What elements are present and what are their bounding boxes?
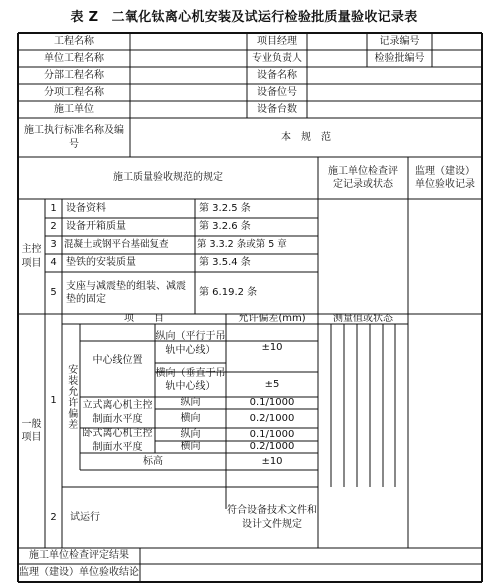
field-construction-result[interactable]: [140, 548, 482, 564]
field-unit-project[interactable]: [130, 50, 247, 67]
vertical-longitudinal-tolerance: 0.1/1000: [249, 397, 295, 409]
col-item: 项 目: [124, 314, 164, 324]
main-item-name: 混凝土或钢平台基础复查: [64, 238, 169, 250]
field-supervision-conclusion[interactable]: [140, 564, 482, 582]
main-item-clause: 第 3.2.5 条: [199, 202, 251, 214]
label-batch-no: 检验批编号: [374, 52, 425, 64]
general-label: 一般项目: [21, 418, 42, 443]
center-position-label: 中心线位置: [92, 354, 143, 366]
transverse-tolerance: ±5: [264, 378, 280, 390]
elevation-label: 标高: [143, 455, 163, 467]
field-professional-lead[interactable]: [307, 50, 367, 67]
main-item-name: 设备资料: [66, 202, 106, 214]
trial-run-requirement: 符合设备技术文件和设计文件规定: [227, 505, 317, 530]
label-project-name: 工程名称: [54, 35, 94, 47]
horizontal-transverse: 横向: [180, 441, 201, 453]
column-spec: 施工质量验收规范的规定: [113, 172, 223, 184]
field-division-project[interactable]: [130, 67, 247, 84]
label-standard: 施工执行标准名称及编号: [24, 125, 124, 150]
longitudinal-sub: 纵向（平行于吊轨中心线）: [155, 331, 226, 356]
horizontal-longitudinal: 纵向: [180, 428, 201, 440]
main-item-name: 设备开箱质量: [66, 221, 126, 233]
label-professional-lead: 专业负责人: [252, 52, 302, 64]
footer-supervision-conclusion: 监理（建设）单位验收结论: [19, 567, 139, 579]
elevation-tolerance: ±10: [261, 455, 283, 467]
vertical-transverse: 横向: [180, 412, 201, 424]
col-measured: 测量值或状态: [333, 314, 393, 324]
footer-construction-result: 施工单位检查评定结果: [29, 550, 129, 562]
main-item-clause: 第 3.2.6 条: [199, 221, 251, 233]
label-equipment-name: 设备名称: [257, 69, 297, 81]
label-equipment-position: 设备位号: [257, 86, 297, 98]
vertical-longitudinal: 纵向: [180, 397, 201, 409]
field-project-name[interactable]: [130, 33, 247, 50]
column-supervision: 监理（建设）单位验收记录: [415, 165, 475, 190]
field-project-manager[interactable]: [307, 33, 367, 50]
general-item-no: 1: [50, 394, 57, 406]
longitudinal-tolerance: ±10: [261, 342, 283, 354]
label-equipment-count: 设备台数: [257, 103, 297, 115]
main-item-name: 支座与减震垫的组装、减震垫的固定: [66, 280, 186, 305]
horizontal-transverse-tolerance: 0.2/1000: [249, 441, 295, 453]
tolerance-group-label: 安装允许偏差: [65, 364, 77, 430]
main-item-clause: 第 6.19.2 条: [199, 287, 258, 299]
main-item-no: 4: [50, 257, 57, 269]
label-project-manager: 项目经理: [257, 35, 297, 47]
field-equipment-count[interactable]: [307, 101, 482, 118]
main-item-clause: 第 3.5.4 条: [199, 257, 251, 269]
horizontal-longitudinal-tolerance: 0.1/1000: [249, 428, 295, 440]
transverse-sub: 横向（垂直于吊轨中心线）: [155, 367, 226, 392]
label-construction-unit: 施工单位: [54, 103, 94, 115]
field-record-no[interactable]: [432, 33, 482, 50]
main-item-no: 1: [50, 202, 57, 214]
column-construction-check: 施工单位检查评定记录或状态: [328, 165, 398, 190]
field-equipment-name[interactable]: [307, 67, 482, 84]
main-item-no: 2: [50, 221, 57, 233]
label-unit-project: 单位工程名称: [44, 52, 104, 64]
vertical-level-label: 立式离心机主控制面水平度: [82, 400, 153, 425]
main-item-no: 3: [50, 239, 57, 251]
main-item-name: 垫铁的安装质量: [66, 257, 136, 269]
field-equipment-position[interactable]: [307, 84, 482, 101]
vertical-transverse-tolerance: 0.2/1000: [249, 412, 295, 424]
horizontal-level-label: 卧式离心机主控制面水平度: [82, 428, 153, 453]
field-batch-no[interactable]: [432, 50, 482, 67]
label-division-project: 分部工程名称: [44, 69, 104, 81]
label-record-no: 记录编号: [379, 35, 420, 47]
main-control-label: 主控项目: [21, 244, 42, 269]
trial-run-label: 试运行: [70, 511, 100, 523]
field-construction-unit[interactable]: [130, 101, 247, 118]
general-item2-no: 2: [50, 511, 57, 523]
col-tolerance: 允许偏差(mm): [238, 314, 306, 324]
label-item-project: 分项工程名称: [44, 86, 104, 98]
document-title: 表 Z 二氧化钛离心机安装及试运行检验批质量验收记录表: [70, 10, 418, 25]
main-item-clause: 第 3.3.2 条或第 5 章: [197, 238, 287, 250]
main-item-no: 5: [50, 287, 57, 299]
field-item-project[interactable]: [130, 84, 247, 101]
standard-value: 本 规 范: [281, 131, 331, 143]
